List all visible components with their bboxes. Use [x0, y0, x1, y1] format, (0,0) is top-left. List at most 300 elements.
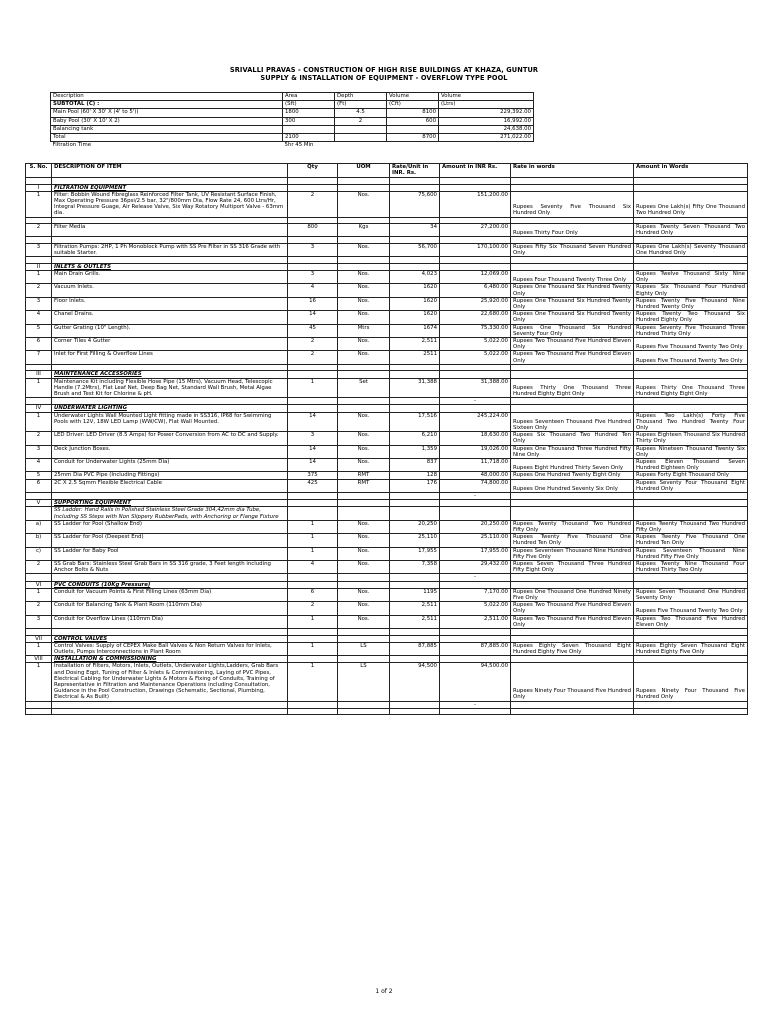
- rate-cell: 1620: [390, 297, 440, 310]
- sn-cell: 3: [26, 297, 52, 310]
- uom-cell: LS: [338, 642, 390, 655]
- sn-cell: 2: [26, 432, 52, 445]
- desc-cell: Control Valves: Supply of CEPEX Make Ball Valves & Non Return Valves for Inlets, Outlets, Pumps Interconnections in Plant Room: [52, 642, 288, 655]
- desc-cell: Installation of Filters, Motors, Inlets, Outlets, Underwater Lights,Ladders, Grab Bars and Dosing Eqpt, Tuning of Filter & Inlets & Commissioning, Laying of PVC Pipes, Electrical Cabling for Underwater Lights & Motors & Fixing of Conduits, Training of Representative in Filtration and Maintenance Operations including Consultation, Guidance in the Pool Construction, Drawings (Schematic, Sectional, Plumbing, Electrical & As Built): [52, 663, 288, 701]
- section-row: [26, 263, 748, 270]
- uom-cell: Nos.: [338, 445, 390, 458]
- spacer-row: [26, 708, 748, 715]
- volume-summary-table: [50, 92, 534, 149]
- table-row: [26, 588, 748, 601]
- uom-cell: Nos.: [338, 602, 390, 615]
- sn-cell: 4: [26, 459, 52, 472]
- sn-cell: 1: [26, 271, 52, 284]
- qty-cell: [288, 493, 338, 500]
- amount-words-cell: [634, 405, 748, 412]
- uom-cell: [338, 398, 390, 405]
- sn-cell: [26, 701, 52, 708]
- rate-words-cell: Rupees Seventy Five Thousand Six Hundred Only: [511, 191, 634, 217]
- uom-cell: Nos.: [338, 432, 390, 445]
- sn-cell: 2: [26, 284, 52, 297]
- qty-cell: [288, 574, 338, 581]
- amount-cell: 5,022.00: [440, 602, 511, 615]
- summary-desc: Main Pool (60' X 30' X (4' to 5')): [51, 109, 283, 117]
- summary-volume-ltrs: 16,992.00: [439, 117, 534, 125]
- table-row: [26, 224, 748, 237]
- uom-cell: Nos.: [338, 338, 390, 351]
- summary-header-row: [51, 101, 534, 109]
- amount-cell: 75,330.00: [440, 324, 511, 337]
- desc-cell: Vacuum Inlets.: [52, 284, 288, 297]
- desc-cell: SS Ladder for Pool (Shallow End): [52, 520, 288, 533]
- section-row: [26, 581, 748, 588]
- uom-cell: Nos.: [338, 284, 390, 297]
- amount-words-cell: Rupees Five Thousand Twenty Two Only: [634, 351, 748, 364]
- rate-words-cell: Rupees Ninety Four Thousand Five Hundred Only: [511, 663, 634, 701]
- amount-cell: -: [440, 574, 511, 581]
- rate-words-cell: Rupees Twenty Five Thousand One Hundred Ten Only: [511, 534, 634, 547]
- qty-cell: 1: [288, 642, 338, 655]
- sn-cell: VI: [26, 581, 52, 588]
- amount-words-cell: [634, 493, 748, 500]
- rate-words-cell: Rupees Two Thousand Five Hundred Eleven Only: [511, 351, 634, 364]
- uom-cell: Nos.: [338, 520, 390, 533]
- sn-cell: 7: [26, 351, 52, 364]
- desc-cell: Chanel Drains.: [52, 311, 288, 324]
- uom-cell: Nos.: [338, 588, 390, 601]
- rate-cell: 837: [390, 459, 440, 472]
- uom-cell: Nos.: [338, 243, 390, 256]
- desc-cell: Deck Junction Boxes.: [52, 445, 288, 458]
- qty-cell: [288, 507, 338, 520]
- qty-cell: 6: [288, 588, 338, 601]
- summary-area: 300: [283, 117, 335, 125]
- sn-cell: 6: [26, 338, 52, 351]
- uom-cell: Nos.: [338, 297, 390, 310]
- table-row: [26, 561, 748, 574]
- document-title: SRIVALLI PRAVAS - CONSTRUCTION OF HIGH RISE BUILDINGS AT KHAZA, GUNTUR: [229, 66, 539, 74]
- rate-words-cell: Rupees Eight Hundred Thirty Seven Only: [511, 459, 634, 472]
- amount-words-cell: [634, 184, 748, 191]
- uom-cell: Nos.: [338, 351, 390, 364]
- summary-row: [51, 125, 534, 133]
- amount-cell: [440, 507, 511, 520]
- amount-words-cell: Rupees Eighteen Thousand Six Hundred Thirty Only: [634, 432, 748, 445]
- amount-cell: 48,000.00: [440, 472, 511, 479]
- uom-cell: Mtrs: [338, 324, 390, 337]
- amount-words-cell: [634, 635, 748, 642]
- summary-row: [51, 109, 534, 117]
- uom-cell: Nos.: [338, 561, 390, 574]
- rate-cell: 17,516: [390, 412, 440, 432]
- rate-words-cell: [511, 656, 634, 663]
- desc-cell: Conduit for Underwater Lights (25mm Dia): [52, 459, 288, 472]
- summary-depth: [335, 133, 387, 141]
- sn-cell: 3: [26, 445, 52, 458]
- desc-cell: SS Ladder: Hand Rails in Polished Stainless Steel Grade 304,42mm dia Tube, Including SS Steps with Non Slippery RubberPads, with Anchoring or Flange Fixture: [52, 507, 288, 520]
- sn-cell: 1: [26, 191, 52, 217]
- sn-cell: 3: [26, 243, 52, 256]
- uom-cell: Nos.: [338, 191, 390, 217]
- desc-cell: Gutter Grating (10" Length).: [52, 324, 288, 337]
- rate-words-cell: [511, 500, 634, 507]
- rate-cell: 25,110: [390, 534, 440, 547]
- sn-cell: 2: [26, 561, 52, 574]
- summary-area: [283, 125, 335, 133]
- amount-cell: -: [440, 493, 511, 500]
- rate-words-cell: Rupees One Thousand Six Hundred Twenty Only: [511, 297, 634, 310]
- qty-cell: 425: [288, 479, 338, 492]
- qty-cell: 45: [288, 324, 338, 337]
- amount-cell: 5,022.00: [440, 338, 511, 351]
- qty-cell: [288, 656, 338, 663]
- qty-cell: 3: [288, 432, 338, 445]
- amount-cell: 74,800.00: [440, 479, 511, 492]
- qty-cell: 1: [288, 615, 338, 628]
- rate-cell: 1195: [390, 588, 440, 601]
- amount-cell: [440, 500, 511, 507]
- amount-words-cell: [634, 371, 748, 378]
- uom-cell: Nos.: [338, 459, 390, 472]
- uom-cell: Nos.: [338, 534, 390, 547]
- rate-words-cell: [511, 581, 634, 588]
- sn-cell: II: [26, 263, 52, 270]
- table-row: [26, 311, 748, 324]
- qty-cell: 1: [288, 378, 338, 398]
- desc-cell: Corner Tiles 4 Gutter: [52, 338, 288, 351]
- table-row: [26, 615, 748, 628]
- uom-cell: [338, 500, 390, 507]
- rate-cell: [390, 507, 440, 520]
- sn-cell: [26, 708, 52, 715]
- sn-cell: [26, 398, 52, 405]
- amount-words-cell: Rupees Eleven Thousand Seven Hundred Eighteen Only: [634, 459, 748, 472]
- amount-words-cell: [634, 656, 748, 663]
- amount-cell: 25,920.00: [440, 297, 511, 310]
- amount-cell: 19,026.00: [440, 445, 511, 458]
- rate-words-cell: Rupees Eighty Seven Thousand Eight Hundred Eighty Five Only: [511, 642, 634, 655]
- summary-depth: 4.5: [335, 109, 387, 117]
- rate-cell: 2,511: [390, 338, 440, 351]
- table-row: [26, 602, 748, 615]
- rate-cell: [390, 500, 440, 507]
- subsection-row: [26, 507, 748, 520]
- table-header-row: [26, 164, 748, 178]
- rate-cell: [390, 656, 440, 663]
- rate-cell: 1,359: [390, 445, 440, 458]
- qty-cell: [288, 581, 338, 588]
- qty-cell: [288, 635, 338, 642]
- table-row: [26, 338, 748, 351]
- table-row: [26, 271, 748, 284]
- qty-cell: 3: [288, 243, 338, 256]
- table-row: [26, 284, 748, 297]
- section-row: [26, 184, 748, 191]
- desc-cell: Inlet for First Filling & Overflow Lines: [52, 351, 288, 364]
- col-header-rate-words: Rate in words: [511, 164, 634, 178]
- summary-volume-cft: 600: [387, 117, 439, 125]
- desc-cell: Filtration Pumps: 2HP, 1 Ph Monoblock Pump with SS Pre Filter in SS 316 Grade with suitable Starter.: [52, 243, 288, 256]
- summary-area: 2100: [283, 133, 335, 141]
- rate-cell: 31,388: [390, 378, 440, 398]
- qty-cell: 1: [288, 534, 338, 547]
- sn-cell: IV: [26, 405, 52, 412]
- summary-desc: Baby Pool (30' X 10' X 2): [51, 117, 283, 125]
- amount-cell: [440, 656, 511, 663]
- amount-cell: 6,480.00: [440, 284, 511, 297]
- sn-cell: [26, 493, 52, 500]
- rate-words-cell: Rupees Two Thousand Five Hundred Eleven Only: [511, 338, 634, 351]
- rate-words-cell: Rupees One Thousand Three Hundred Fifty Nine Only: [511, 445, 634, 458]
- amount-words-cell: Rupees Twenty Seven Thousand Two Hundred Only: [634, 224, 748, 237]
- sn-cell: 5: [26, 472, 52, 479]
- desc-cell: Filter Media: [52, 224, 288, 237]
- amount-words-cell: Rupees Twelve Thousand Sixty Nine Only: [634, 271, 748, 284]
- summary-volume-cft: 8700: [387, 133, 439, 141]
- amount-words-cell: Rupees Eighty Seven Thousand Eight Hundred Eighty Five Only: [634, 642, 748, 655]
- rate-words-cell: [511, 635, 634, 642]
- col-header-description: DESCRIPTION OF ITEM: [52, 164, 288, 178]
- summary-depth: 2: [335, 117, 387, 125]
- qty-cell: [288, 398, 338, 405]
- sn-cell: 1: [26, 378, 52, 398]
- amount-words-cell: Rupees Six Thousand Four Hundred Eighty Only: [634, 284, 748, 297]
- amount-words-cell: Rupees Nineteen Thousand Twenty Six Only: [634, 445, 748, 458]
- uom-cell: Nos.: [338, 547, 390, 560]
- amount-cell: 25,110.00: [440, 534, 511, 547]
- col-header-rate: Rate/Unit in INR. Rs.: [390, 164, 440, 178]
- amount-words-cell: [634, 701, 748, 708]
- amount-cell: -: [440, 398, 511, 405]
- uom-cell: [338, 263, 390, 270]
- amount-words-cell: Rupees Ninety Four Thousand Five Hundred Only: [634, 663, 748, 701]
- sn-cell: V: [26, 500, 52, 507]
- qty-cell: 4: [288, 561, 338, 574]
- qty-cell: 14: [288, 412, 338, 432]
- amount-cell: 22,680.00: [440, 311, 511, 324]
- table-row: [26, 534, 748, 547]
- uom-cell: [338, 493, 390, 500]
- rate-cell: [390, 581, 440, 588]
- amount-words-cell: Rupees Seventy Four Thousand Eight Hundred Only: [634, 479, 748, 492]
- desc-cell: Main Drain Grills.: [52, 271, 288, 284]
- amount-cell: 151,200.00: [440, 191, 511, 217]
- desc-cell: SS Ladder for Pool (Deepest End): [52, 534, 288, 547]
- uom-cell: [338, 405, 390, 412]
- qty-cell: 2: [288, 338, 338, 351]
- rate-cell: 56,700: [390, 243, 440, 256]
- sn-cell: 3: [26, 615, 52, 628]
- rate-words-cell: Rupees Two Thousand Five Hundred Eleven Only: [511, 602, 634, 615]
- table-row: [26, 642, 748, 655]
- rate-cell: [390, 263, 440, 270]
- amount-words-cell: Rupees Seven Thousand One Hundred Seventy Only: [634, 588, 748, 601]
- desc-cell: INSTALLATION & COMMISSIONING: [52, 656, 288, 663]
- filtration-time-label: Filtration Time: [52, 142, 92, 149]
- amount-words-cell: Rupees Five Thousand Twenty Two Only: [634, 338, 748, 351]
- rate-cell: 7,358: [390, 561, 440, 574]
- col-header-amount: Amount in INR Rs.: [440, 164, 511, 178]
- sn-cell: 1: [26, 642, 52, 655]
- rate-words-cell: Rupees One Hundred Twenty Eight Only: [511, 472, 634, 479]
- sn-cell: a): [26, 520, 52, 533]
- table-row: [26, 547, 748, 560]
- rate-cell: [390, 635, 440, 642]
- amount-cell: 20,250.00: [440, 520, 511, 533]
- rate-words-cell: Rupees One Thousand Six Hundred Twenty Only: [511, 284, 634, 297]
- rate-cell: 94,500: [390, 663, 440, 701]
- rate-cell: 75,600: [390, 191, 440, 217]
- qty-cell: 3: [288, 271, 338, 284]
- sn-cell: [26, 507, 52, 520]
- amount-words-cell: Rupees One Lakh(s) Seventy Thousand One Hundred Only: [634, 243, 748, 256]
- rate-cell: 17,955: [390, 547, 440, 560]
- qty-cell: 2: [288, 602, 338, 615]
- rate-words-cell: Rupees Fifty Six Thousand Seven Hundred Only: [511, 243, 634, 256]
- amount-words-cell: [634, 708, 748, 715]
- uom-cell: [338, 635, 390, 642]
- desc-cell: SS Ladder for Baby Pool: [52, 547, 288, 560]
- amount-cell: [440, 371, 511, 378]
- qty-cell: 375: [288, 472, 338, 479]
- sn-cell: [26, 574, 52, 581]
- uom-cell: [338, 184, 390, 191]
- rate-words-cell: Rupees Four Thousand Twenty Three Only: [511, 271, 634, 284]
- spacer-row: [26, 701, 748, 708]
- desc-cell: Maintenance Kit including Flexible Hose Pipe (15 Mtrs), Vacuum Head, Telescopic Handle (7.2Mtrs), Flat Leaf Net, Deep Bag Net, Standard Wall Brush, Metal Algae Brush and Test Kit for Chlorine & pH.: [52, 378, 288, 398]
- amount-cell: 94,500.00: [440, 663, 511, 701]
- col-header-uom: UOM: [338, 164, 390, 178]
- qty-cell: 14: [288, 459, 338, 472]
- qty-cell: 800: [288, 224, 338, 237]
- desc-cell: Underwater Lights Wall Mounted Light fitting made in SS316, IP68 for Swimming Pools with 12V, 18W LED Lamp (WW/CW), Flat Wall Mounted.: [52, 412, 288, 432]
- amount-words-cell: Rupees Thirty One Thousand Three Hundred Eighty Eight Only: [634, 378, 748, 398]
- filtration-time-row: [51, 142, 534, 150]
- rate-words-cell: Rupees Seventeen Thousand Nine Hundred Fifty Five Only: [511, 547, 634, 560]
- qty-cell: 16: [288, 297, 338, 310]
- qty-cell: 2: [288, 191, 338, 217]
- table-row: [26, 663, 748, 701]
- page-number: 1 of 2: [375, 988, 393, 995]
- qty-cell: [288, 500, 338, 507]
- desc-cell: MAINTENANCE ACCESSORIES: [52, 371, 288, 378]
- rate-words-cell: [511, 507, 634, 520]
- rate-cell: [390, 493, 440, 500]
- desc-cell: [52, 701, 288, 708]
- summary-header-cell: Volume: [439, 93, 534, 101]
- amount-cell: 29,432.00: [440, 561, 511, 574]
- rate-cell: [390, 405, 440, 412]
- amount-cell: 5,022.00: [440, 351, 511, 364]
- qty-cell: 1: [288, 663, 338, 701]
- uom-cell: [338, 507, 390, 520]
- rate-words-cell: Rupees One Thousand Six Hundred Seventy Four Only: [511, 324, 634, 337]
- uom-cell: LS: [338, 663, 390, 701]
- rate-cell: 20,250: [390, 520, 440, 533]
- desc-cell: SUPPORTING EQUIPMENT: [52, 500, 288, 507]
- uom-cell: [338, 581, 390, 588]
- table-row: [26, 191, 748, 217]
- summary-header-cell: Description: [51, 93, 283, 101]
- bill-of-quantities-table: [25, 163, 748, 715]
- sn-cell: 1: [26, 663, 52, 701]
- rate-words-cell: Rupees One Thousand One Hundred Ninety Five Only: [511, 588, 634, 601]
- amount-cell: 87,885.00: [440, 642, 511, 655]
- table-row: [26, 520, 748, 533]
- rate-words-cell: Rupees One Hundred Seventy Six Only: [511, 479, 634, 492]
- spacer-row: [26, 493, 748, 500]
- rate-cell: 2,511: [390, 615, 440, 628]
- amount-cell: 11,718.00: [440, 459, 511, 472]
- summary-volume-ltrs: 229,392.00: [439, 109, 534, 117]
- amount-words-cell: Rupees Five Thousand Twenty Two Only: [634, 602, 748, 615]
- amount-cell: 245,224.00: [440, 412, 511, 432]
- desc-cell: Conduit for Balancing Tank & Plant Room (110mm Dia): [52, 602, 288, 615]
- section-row: [26, 656, 748, 663]
- qty-cell: 2: [288, 351, 338, 364]
- section-row: [26, 635, 748, 642]
- qty-cell: 4: [288, 284, 338, 297]
- summary-depth: [335, 125, 387, 133]
- uom-cell: Kgs: [338, 224, 390, 237]
- table-row: [26, 412, 748, 432]
- sn-cell: 6: [26, 479, 52, 492]
- table-row: [26, 472, 748, 479]
- uom-cell: Nos.: [338, 615, 390, 628]
- col-header-qty: Qty: [288, 164, 338, 178]
- summary-header-cell: Area: [283, 93, 335, 101]
- spacer-row: [26, 398, 748, 405]
- uom-cell: [338, 701, 390, 708]
- summary-unit-cell: (Sft): [283, 101, 335, 109]
- col-header-sno: S. No.: [26, 164, 52, 178]
- uom-cell: [338, 708, 390, 715]
- table-row: [26, 297, 748, 310]
- col-header-amount-words: Amount in Words: [634, 164, 748, 178]
- sn-cell: b): [26, 534, 52, 547]
- amount-cell: [440, 263, 511, 270]
- amount-words-cell: [634, 263, 748, 270]
- summary-unit-cell: (Ft): [335, 101, 387, 109]
- summary-volume-ltrs: 24,638.00: [439, 125, 534, 133]
- rate-words-cell: [511, 405, 634, 412]
- qty-cell: [288, 184, 338, 191]
- rate-cell: 34: [390, 224, 440, 237]
- rate-words-cell: [511, 493, 634, 500]
- summary-volume-cft: [387, 125, 439, 133]
- rate-words-cell: [511, 263, 634, 270]
- desc-cell: FILTRATION EQUIPMENT: [52, 184, 288, 191]
- desc-cell: PVC CONDUITS (10Kg Pressure): [52, 581, 288, 588]
- rate-cell: [390, 398, 440, 405]
- rate-cell: 128: [390, 472, 440, 479]
- amount-words-cell: Rupees Forty Eight Thousand Only: [634, 472, 748, 479]
- rate-cell: [390, 574, 440, 581]
- desc-cell: Conduit for Vacuum Points & First Filling Lines (63mm Dia): [52, 588, 288, 601]
- qty-cell: [288, 263, 338, 270]
- table-row: [26, 324, 748, 337]
- desc-cell: SS Grab Bars: Stainless Steel Grab Bars in SS 316 grade, 3 Feet length including Anchor Bolts & Nuts: [52, 561, 288, 574]
- desc-cell: 2C X 2.5 Sqmm Flexible Electrical Cable: [52, 479, 288, 492]
- rate-cell: [390, 701, 440, 708]
- amount-words-cell: [634, 507, 748, 520]
- summary-header-cell: Depth: [335, 93, 387, 101]
- rate-words-cell: Rupees Twenty Thousand Two Hundred Fifty Only: [511, 520, 634, 533]
- uom-cell: Set: [338, 378, 390, 398]
- qty-cell: [288, 708, 338, 715]
- rate-cell: 6,210: [390, 432, 440, 445]
- rate-words-cell: Rupees Thirty Four Only: [511, 224, 634, 237]
- sn-cell: VII: [26, 635, 52, 642]
